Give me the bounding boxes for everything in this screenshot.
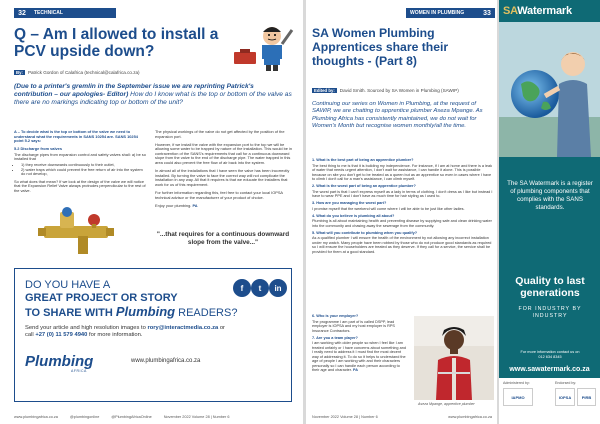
watermark-headline: Quality to last generations [515, 275, 585, 299]
end-mark: PA [352, 368, 358, 372]
page-number: 33 [479, 8, 495, 18]
footer-twitter[interactable]: @plumbingonline [69, 415, 100, 419]
ad-brand: Plumbing [115, 304, 176, 319]
byline-tag: By: [16, 70, 23, 75]
article-intro [14, 83, 294, 108]
ad-phone[interactable]: +27 (0) 11 579 4940 [35, 332, 88, 338]
endorsed-label: Endorsed by: [555, 381, 577, 385]
right-page [306, 0, 497, 424]
contact-line: For more information contact us on [520, 350, 580, 354]
brand-rest: Watermark [517, 5, 572, 17]
paragraph: However, if we install the valve with the expansion port to the top we will be allowing some water to be trapped by nature of the installation. This would be in contravention of the SANS's requirements that call for a continuous downward slope from the valve to the end of the discharge pipe. The water trapped in this area could also prevent the free flow of air back into the system. [155, 141, 293, 166]
plumbing-africa-ad[interactable] [14, 268, 292, 402]
footer-issue: November 2022 Volume 28 | Number 6 [163, 415, 230, 419]
ad-subtext: Send your article and high resolution images to rory@interactmedia.co.za or call +27 (0) 11 579 4940 for more information. [25, 325, 225, 338]
qa-list [312, 158, 494, 257]
footer-facebook[interactable]: @PlumbingAfricaOnline [111, 415, 152, 419]
answer: I am working with older people so when I feel like I am treated unfairly or I have concerns about something and I really need to address it I must find the most decent way of addressing it. To do so it helps to understand the age of people I am working with and their characters personally so I can handle each person according to their age and character. PA [312, 341, 406, 372]
intro-editor-note: (Due to a printer's gremlin in the September issue we are reprinting Patrick's contribution – our apologies- Editor) [14, 83, 254, 99]
article-title: Q – Am I allowed to install a PCV upside down? [14, 26, 219, 60]
question: 2. What is the worst part of being an apprentice plumber? [312, 184, 416, 188]
ad-line: TO SHARE WITH [25, 307, 113, 319]
ad-headline [25, 279, 237, 320]
qa-item [312, 158, 494, 182]
qa-item [312, 184, 494, 199]
byline-text: Patrick Gordon of Calafrica (technical@calafrica.co.za) [27, 70, 140, 75]
qa-item [312, 214, 494, 229]
column-1 [14, 130, 148, 197]
end-mark: PA [192, 202, 198, 208]
paragraph: For further information regarding this, feel free to contact your local IOPSA technical advisor or the manufacturer of your product of choice. [155, 190, 283, 200]
watermark-logo [503, 5, 572, 17]
question: 5. What will you contribute to plumbing when you qualify? [312, 230, 418, 235]
bullet-item: • 1) they receive downwards continuously to their outlet, [21, 163, 148, 168]
iopsa-logo: IOPSA [555, 388, 575, 406]
valve-image [38, 206, 114, 258]
column-2 [155, 130, 293, 212]
ad-line: READERS? [178, 307, 238, 319]
byline [312, 88, 459, 93]
qa-item [312, 231, 494, 255]
linkedin-icon[interactable]: in [269, 279, 287, 297]
right-header [406, 8, 495, 18]
watermark-tagline: FOR INDUSTRY BY INDUSTRY [518, 306, 582, 319]
pull-quote: "...that requires for a continuous downward slope from the valve..." [156, 231, 290, 246]
pirb-logo: PIRB [577, 388, 596, 406]
section-label: WOMEN IN PLUMBING [406, 8, 479, 18]
question: 1. What is the best part of being an apprentice plumber? [312, 158, 414, 162]
watermark-url[interactable]: www.sawatermark.co.za [509, 366, 590, 373]
question: 3. How are you managing the worst part? [312, 201, 387, 205]
article-title: SA Women Plumbing Apprentices share their thoughts - (Part 8) [312, 26, 449, 68]
ad-email[interactable]: rory@interactmedia.co.za [147, 325, 219, 331]
person-icon [414, 316, 494, 400]
sa-watermark-ad[interactable] [499, 0, 600, 424]
plumbing-africa-logo: Plumbing [25, 353, 94, 370]
facebook-icon[interactable]: f [233, 279, 251, 297]
paragraph: So what does that mean? If we look at the design of the valve we will notice that the Expansion Relief Valve always protrudes perpendicular to the rest of the valve. [14, 178, 146, 194]
answer: Plumbing is all about maintaining health and preventing disease by supplying safe and clean drinking water into the community and chasing away the sewerage from the community. [312, 219, 492, 228]
paragraph: The discharge pipes from expansion control and safety valves shall: a) be so installed that [14, 151, 146, 162]
qa-item [312, 314, 406, 333]
paragraph: The physical workings of the valve do not get affected by the position of the expansion port. [155, 129, 285, 139]
ad-line: GREAT PROJECT OR STORY [25, 292, 178, 304]
footer-site[interactable]: www.plumbingafrica.co.za [14, 415, 58, 419]
byline-text: David Smith. Sourced by SA Women in Plumbing (SAWIP) [339, 88, 459, 93]
answer: The worst part is that I can't express myself as a lady in terms of clothing. I don't dress as I like but instead I have to wear PPE and I don't have as much time for hair styling as I used to. [312, 189, 493, 198]
admin-label: Administered by: [503, 381, 530, 385]
section-label: TECHNICAL [30, 8, 116, 18]
paragraph: Enjoy your plumbing. PA [155, 202, 198, 208]
contact-phone[interactable]: 012 634 8345 [538, 355, 562, 359]
bullet-item: • 2) water traps which could prevent the free return of air into the system do not develop, [21, 168, 148, 177]
answer-lead: A – To decide what is the top or bottom of the valve we need to understand what the requirements in SANS 10254 are. SANS 10254 point 5.2 says: [14, 129, 138, 144]
iapmo-logo: IAPMO [503, 388, 533, 406]
ad-url[interactable]: www.plumbingafrica.co.za [131, 358, 201, 364]
page-number: 32 [14, 8, 30, 18]
answer: The best thing to me is that it is building my independence. For instance, if I am at home and there is a leak of water that needs urgent attention, I don't wait for assistance, I can handle it alone. This is possible because on site you don't get to be treated as a queen but as an apprentice so even in cases where I have to climb I don't call for a man's assistance, I can climb myself. [312, 163, 493, 181]
logo-subtext: AFRICA [71, 369, 87, 373]
qa-list-2 [312, 314, 406, 375]
apprentice-photo [414, 316, 494, 400]
qa-item [312, 336, 406, 373]
footer-site[interactable]: www.plumbingafrica.co.za [448, 415, 492, 419]
answer: The programme I am part of is called DSPP, lead employer is IOPSA and my host employer is RPS Insurance Contractors. [312, 319, 395, 333]
globe-icon [499, 22, 600, 157]
answer: As a qualified plumber I will ensure the health of the environment by not allowing any incorrect installation under my watch. Many people have been robbed by those who do not produce good standards as required so I will ensure the householders are treated as they deserve. If they call for a service, the service shall be provided for them at a good standard. [312, 236, 492, 254]
subheading: 5.2 Discharge from valves [14, 146, 63, 152]
qa-item [312, 201, 494, 211]
twitter-icon[interactable]: t [251, 279, 269, 297]
plumber-cartoon-icon [232, 22, 294, 72]
brand-sa: SA [503, 5, 518, 17]
byline-tag: Edited by: [314, 88, 335, 93]
bullet-list [14, 163, 148, 177]
question: 7. Are you a team player? [312, 335, 358, 340]
left-header [14, 8, 116, 18]
photo-caption: Aseza Mpange, apprentice plumber [418, 402, 475, 406]
intro-question: How do I know what is the top or bottom of the valve as there are no markings indicating top or bottom of the unit? [14, 91, 292, 107]
byline [14, 70, 140, 75]
footer-issue: November 2022 Volume 28 | Number 6 [312, 415, 378, 419]
answer: I promise myself that the weekend will come where I will be able to be just like other ladies. [312, 206, 465, 211]
watermark-description: The SA Watermark is a register of plumbing components that complies with the SANS standards. [507, 180, 593, 211]
ad-line: DO YOU HAVE A [25, 279, 111, 291]
question: 4. What do you believe is plumbing all about? [312, 213, 395, 218]
watermark-contact [505, 350, 595, 360]
right-footer [312, 415, 492, 419]
child-globe-photo [499, 22, 600, 157]
paragraph: In almost all of the installations that I have seen the valve has been incorrectly installed. By turning the valve to face the correct way will not complicate the installation in any way. All that it requires is that we educate the installers that work for us of this requirement. [155, 168, 290, 187]
article-intro: Continuing our series on Women in Plumbing, at the request of SAWIP, we are chatting to apprentice plumber Aseza Mpange. As Plumbing Africa has consistently maintained, we do not wait for Women's Month but recognise women monthly/all the time. [312, 101, 483, 129]
question: 6. Who is your employer? [312, 314, 359, 318]
left-footer [14, 415, 229, 419]
watermark-footer [499, 378, 600, 424]
